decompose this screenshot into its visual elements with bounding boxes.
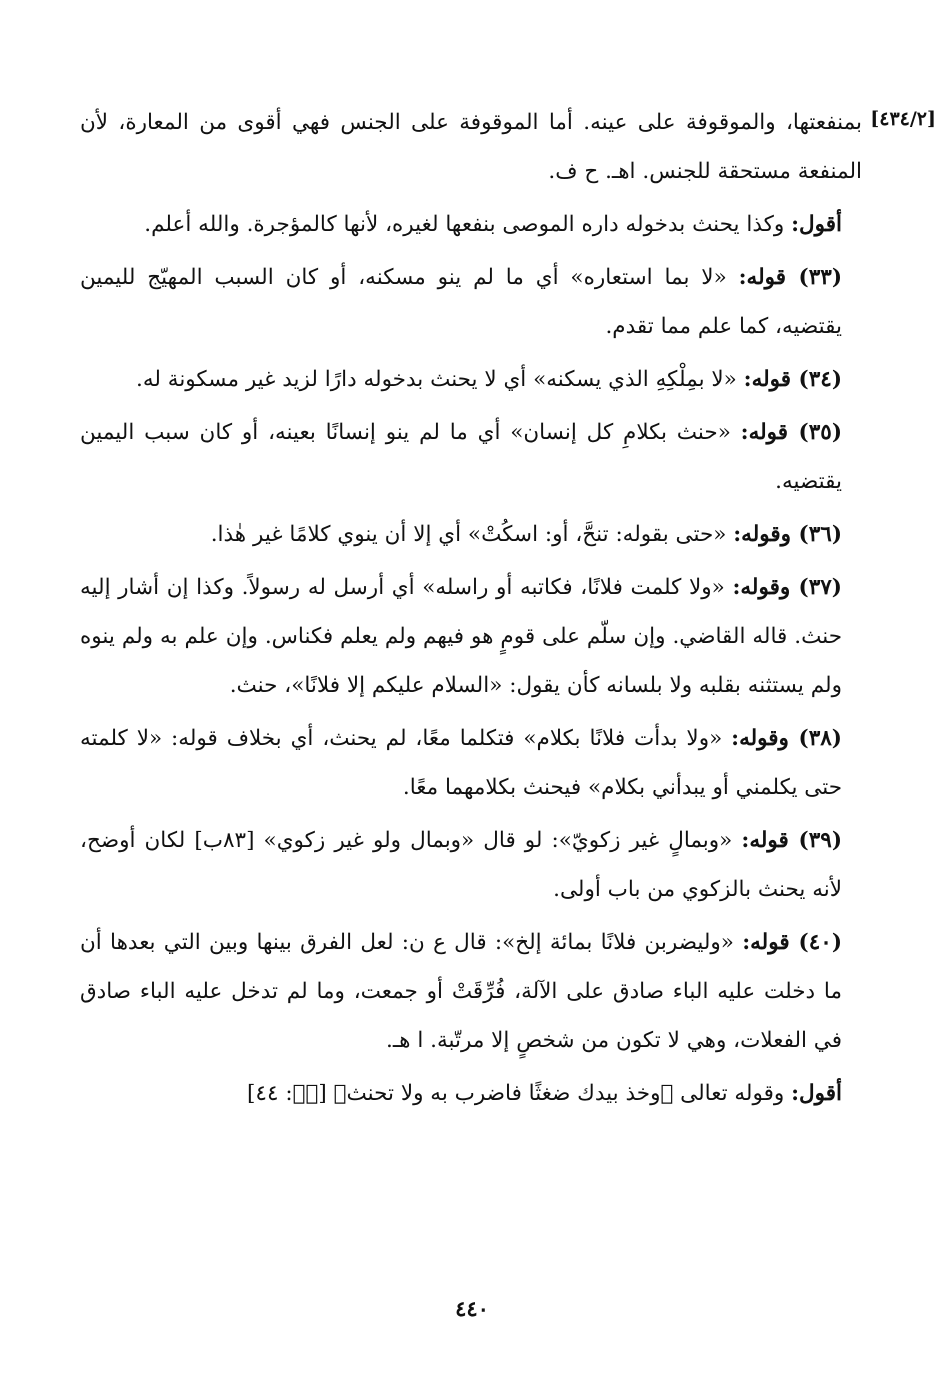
paragraph: [80, 355, 862, 404]
paragraph: [80, 510, 862, 559]
page-number: ٤٤٠: [455, 1296, 489, 1321]
paragraph-text: «وبمالٍ غير زكويّ»: لو قال «وبمال ولو غير زكوي» [٨٣ب] لكان أوضح، لأنه يحنث بالزكوي من باب أولى.: [80, 828, 842, 902]
paragraph: [80, 1069, 862, 1118]
paragraph: [80, 714, 862, 812]
paragraph-text: «لا بما استعاره» أي ما لم ينو مسكنه، أو كان السبب المهيّج لليمين يقتضيه، كما علم مما تقدم.: [80, 265, 842, 339]
paragraph: [80, 563, 862, 710]
paragraph-text: بمنفعتها، والموقوفة على عينه. أما الموقوفة على الجنس فهي أقوى من المعارة، لأن المنفعة مستحقة للجنس. اهـ. ح ف.: [80, 110, 862, 184]
paragraph-lead: أقول:: [791, 212, 842, 237]
paragraph-lead: (٣٨) وقوله:: [731, 726, 842, 751]
paragraph-lead: (٣٧) وقوله:: [732, 575, 842, 600]
paragraph-text: «لا بمِلْكِهِ الذي يسكنه» أي لا يحنث بدخوله دارًا لزيد غير مسكونة له.: [136, 367, 744, 392]
paragraph-lead: (٣٣) قوله:: [738, 265, 842, 290]
paragraph-text: «وليضربن فلانًا بمائة إلخ»: قال ع ن: لعل الفرق بينها وبين التي بعدها أن ما دخلت عليه الباء صادق على الآلة، فُرِّقَتْ أو جمعت، وما لم تدخل عليه الباء صادق في الفعلات، وهي لا تكون من شخصٍ إلا مرتّبة. ا هـ.: [80, 930, 842, 1053]
paragraph-lead: أقول:: [791, 1081, 842, 1106]
paragraph-text: وكذا يحنث بدخوله داره الموصى بنفعها لغيره، لأنها كالمؤجرة. والله أعلم.: [144, 212, 792, 237]
paragraph-lead: (٣٥) قوله:: [740, 420, 842, 445]
paragraph-text: «ولا بدأت فلانًا بكلام» فتكلما معًا، لم يحنث، أي بخلاف قوله: «لا كلمته حتى يكلمني أو يبدأني بكلام» فيحنث بكلامهما معًا.: [80, 726, 842, 800]
paragraph-lead: (٣٦) وقوله:: [733, 522, 842, 547]
paragraph: [80, 98, 862, 196]
paragraph-text: «حتى بقوله: تنحَّ، أو: اسكُتْ» أي إلا أن ينوي كلامًا غير هٰذا.: [210, 522, 734, 547]
paragraph-text: وقوله تعالى ﴿وخذ بيدك ضغثًا فاضرب به ولا تحنث﴾ [صۤ: ٤٤]: [247, 1081, 792, 1106]
paragraph: [80, 408, 862, 506]
paragraph-lead: (٣٤) قوله:: [743, 367, 842, 392]
paragraph: [80, 816, 862, 914]
paragraph: [80, 200, 862, 249]
text-body: [80, 98, 862, 1122]
paragraph-text: «ولا كلمت فلانًا، فكاتبه أو راسله» أي أرسل له رسولاً. وكذا إن أشار إليه حنث. قاله القاضي. وإن سلّم على قومٍ هو فيهم ولم يعلم فكناس. وإن علم به ولم ينوه ولم يستثنه بقلبه ولا بلسانه كأن يقول: «السلام عليكم إلا فلانًا»، حنث.: [80, 575, 842, 698]
paragraph-lead: (٤٠) قوله:: [742, 930, 842, 955]
margin-reference: [٤٣٤/٢]: [870, 108, 936, 130]
paragraph: [80, 918, 862, 1065]
paragraph-lead: (٣٩) قوله:: [741, 828, 842, 853]
paragraph-text: «حنث بكلامِ كل إنسان» أي ما لم ينو إنسانًا بعينه، أو كان سبب اليمين يقتضيه.: [80, 420, 842, 494]
paragraph: [80, 253, 862, 351]
